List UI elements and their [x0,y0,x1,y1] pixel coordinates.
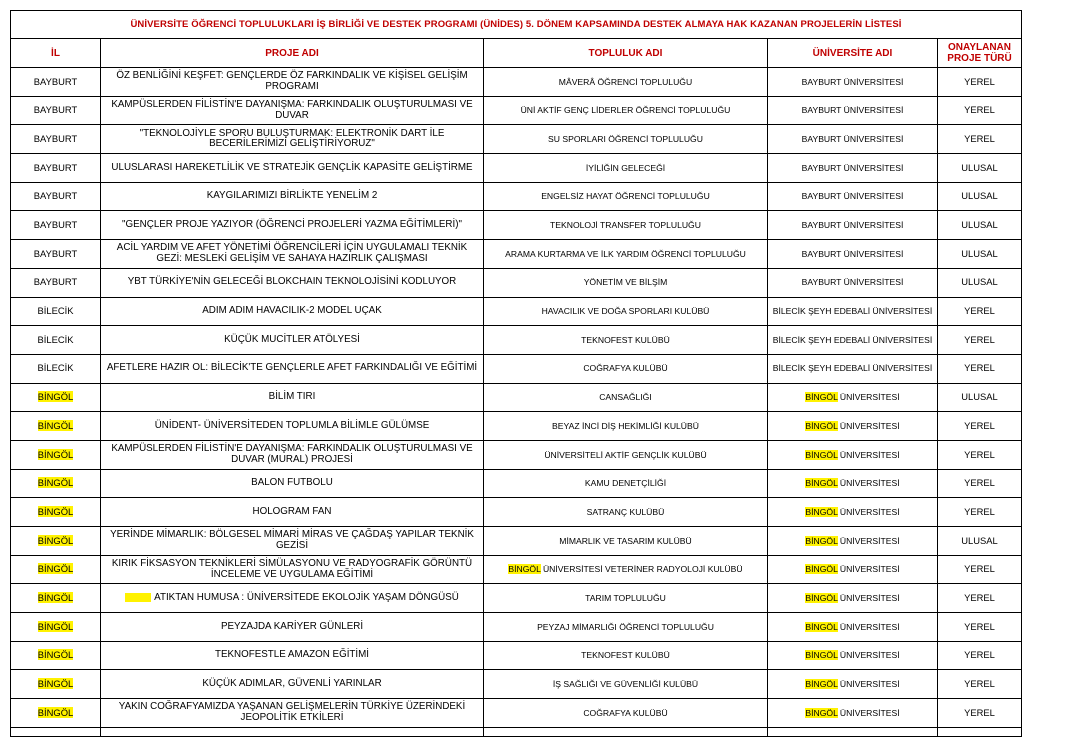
proje-text: KAYGILARIMIZI BİRLİKTE YENELİM 2 [206,190,378,202]
proje-text: AFETLERE HAZIR OL: BİLECİK'TE GENÇLERLE AFET FARKINDALIĞI VE EĞİTİMİ [106,362,478,374]
il-text: BİLECİK [37,305,74,317]
title-row [11,11,1022,39]
cell-proje-adi [101,641,484,670]
cell-il [11,96,101,125]
universite-prefix: BİNGÖL [805,564,838,575]
proje-text: KIRIK FİKSASYON TEKNİKLERİ SİMÜLASYONU VE RADYOGRAFİK GÖRÜNTÜ İNCELEME VE UYGULAMA EĞİTİMİ [111,558,473,580]
topluluk-text: ENGELSİZ HAYAT ÖĞRENCİ TOPLULUĞU [541,191,710,202]
sheet-title: ÜNİVERSİTE ÖĞRENCİ TOPLULUKLARI İŞ BİRLİĞİ VE DESTEK PROGRAMI (ÜNİDES) 5. DÖNEM KAPSAMINDA DESTEK ALMAYA HAK KAZANAN PROJELERİN LİSTESİ [11,11,1022,39]
table-row [11,584,1022,613]
universite-text: ÜNİVERSİTESİ [837,707,900,718]
topluluk-text: SATRANÇ KULÜBÜ [586,506,665,517]
cell-universite-adi [768,498,938,527]
table-row [11,440,1022,469]
proje-text: BALON FUTBOLU [251,477,333,489]
universite-text: ÜNİVERSİTESİ [837,478,900,489]
cell-il [11,670,101,699]
proje-text: KÜÇÜK MUCİTLER ATÖLYESİ [224,333,360,345]
cell-universite-adi [768,383,938,412]
topluluk-text: ÜNİVERSİTESİ VETERİNER RADYOLOJİ KULÜBÜ [540,564,743,575]
cell-il [11,613,101,642]
tur-text: YEREL [964,333,995,345]
tur-text: ULUSAL [961,247,998,259]
proje-text: TEKNOFESTLE AMAZON EĞİTİMİ [214,649,370,661]
universite-text: ÜNİVERSİTESİ [837,592,900,603]
cell-proje-adi [101,670,484,699]
projects-table [10,10,1022,737]
topluluk-text: COĞRAFYA KULÜBÜ [583,363,668,374]
cell-proje-adi [101,68,484,97]
il-text: BİNGÖL [37,419,74,431]
table-row-cutoff [11,727,1022,736]
cell-proje-turu [938,326,1022,355]
cell-proje-turu [938,584,1022,613]
cell-topluluk-adi [484,125,768,154]
cell-proje-adi [101,699,484,728]
header-row [11,39,1022,68]
table-row [11,240,1022,269]
cell-proje-turu [938,154,1022,183]
cell-proje-adi [101,527,484,556]
proje-text: HOLOGRAM FAN [252,505,332,517]
header-universite-adi: ÜNİVERSİTE ADI [768,39,938,68]
header-proje-turu: ONAYLANAN PROJE TÜRÜ [938,39,1022,68]
cell-proje-adi [101,412,484,441]
tur-text: YEREL [964,591,995,603]
universite-prefix: BİNGÖL [805,679,838,690]
cell-il [11,125,101,154]
highlight-mark [125,593,151,602]
table-row [11,383,1022,412]
cell-universite-adi [768,527,938,556]
cell-proje-turu [938,125,1022,154]
universite-text: BAYBURT ÜNİVERSİTESİ [801,191,904,202]
tur-text: YEREL [964,104,995,116]
cell-proje-adi [101,440,484,469]
tur-text: YEREL [964,649,995,661]
il-text: BAYBURT [33,104,78,116]
topluluk-text: HAVACILIK VE DOĞA SPORLARI KULÜBÜ [541,306,710,317]
table-row [11,297,1022,326]
cell-topluluk-adi [484,670,768,699]
universite-text: ÜNİVERSİTESİ [837,621,900,632]
tur-text: YEREL [964,362,995,374]
topluluk-text: ARAMA KURTARMA VE İLK YARDIM ÖĞRENCİ TOPLULUĞU [505,248,746,259]
cell-proje-adi [101,383,484,412]
cell-il [11,297,101,326]
universite-text: ÜNİVERSİTESİ [837,449,900,460]
cell-il [11,469,101,498]
proje-text: YERİNDE MİMARLIK: BÖLGESEL MİMARİ MİRAS VE ÇAĞDAŞ YAPILAR TEKNİK GEZİSİ [110,529,474,551]
cell-universite-adi [768,182,938,211]
header-topluluk-adi: TOPLULUK ADI [484,39,768,68]
proje-text: KÜÇÜK ADIMLAR, GÜVENLİ YARINLAR [202,678,382,690]
universite-prefix: BİNGÖL [805,392,838,403]
cell-proje-turu [938,268,1022,297]
proje-text: ÖZ BENLİĞİNİ KEŞFET: GENÇLERDE ÖZ FARKINDALIK VE KİŞİSEL GELİŞİM PROGRAMI [116,70,468,92]
cell-topluluk-adi [484,383,768,412]
universite-text: ÜNİVERSİTESİ [837,650,900,661]
il-text: BİNGÖL [37,563,74,575]
topluluk-text: MİMARLIK VE TASARIM KULÜBÜ [559,535,692,546]
cell-universite-adi [768,440,938,469]
cell-proje-adi [101,182,484,211]
universite-text: BAYBURT ÜNİVERSİTESİ [801,76,904,87]
cell-il [11,527,101,556]
cell-proje-turu [938,412,1022,441]
tur-text: YEREL [964,563,995,575]
cell-il [11,154,101,183]
cell-universite-adi [768,268,938,297]
cell-topluluk-adi [484,498,768,527]
cell-il [11,440,101,469]
table-row [11,469,1022,498]
il-text: BAYBURT [33,75,78,87]
proje-text: ACİL YARDIM VE AFET YÖNETİMİ ÖĞRENCİLERİ İÇİN UYGULAMALI TEKNİK GEZİ: MESLEKİ GELİŞİM VE SAHAYA HAZIRLIK ÇALIŞMASI [116,242,468,264]
cell-il [11,699,101,728]
cell-topluluk-adi [484,354,768,383]
cell-topluluk-adi [484,211,768,240]
cell-proje-turu [938,641,1022,670]
universite-text: BİLECİK ŞEYH EDEBALİ ÜNİVERSİTESİ [772,306,933,317]
cell-il [11,498,101,527]
il-text: BİNGÖL [37,391,74,403]
cell-proje-turu [938,297,1022,326]
table-row [11,412,1022,441]
universite-prefix: BİNGÖL [805,592,838,603]
header-proje-adi: PROJE ADI [101,39,484,68]
cell-proje-turu [938,699,1022,728]
topluluk-text: PEYZAJ MİMARLIĞI ÖĞRENCİ TOPLULUĞU [537,621,714,632]
cell-proje-adi [101,211,484,240]
cell-proje-turu [938,469,1022,498]
proje-text: "TEKNOLOJİYLE SPORU BULUŞTURMAK: ELEKTRONİK DART İLE BECERİLERİMİZİ GELİŞTİRİYORUZ" [139,127,445,150]
cutoff-cell [484,727,768,736]
cell-proje-adi [101,240,484,269]
tur-text: ULUSAL [961,161,998,173]
cutoff-cell [101,727,484,736]
table-row [11,699,1022,728]
topluluk-text: TEKNOFEST KULÜBÜ [581,334,670,345]
cutoff-cell [768,727,938,736]
cell-topluluk-adi [484,641,768,670]
universite-text: BİLECİK ŞEYH EDEBALİ ÜNİVERSİTESİ [772,363,933,374]
topluluk-prefix: BİNGÖL [508,564,541,575]
cutoff-cell [11,727,101,736]
il-text: BİNGÖL [37,649,74,661]
cell-topluluk-adi [484,555,768,584]
universite-text: ÜNİVERSİTESİ [837,392,900,403]
projects-sheet [10,10,1021,737]
universite-text: BAYBURT ÜNİVERSİTESİ [801,133,904,144]
tur-text: YEREL [964,305,995,317]
cell-topluluk-adi [484,68,768,97]
tur-text: YEREL [964,75,995,87]
proje-text: PEYZAJDA KARİYER GÜNLERİ [220,620,364,632]
il-text: BAYBURT [33,276,78,288]
cell-proje-adi [101,584,484,613]
cell-proje-adi [101,469,484,498]
table-row [11,670,1022,699]
table-row [11,555,1022,584]
cell-topluluk-adi [484,613,768,642]
cell-universite-adi [768,670,938,699]
topluluk-text: KAMU DENETÇİLİĞİ [584,478,667,489]
il-text: BİNGÖL [37,505,74,517]
table-row [11,498,1022,527]
cell-il [11,555,101,584]
cell-universite-adi [768,469,938,498]
il-text: BAYBURT [33,190,78,202]
cell-universite-adi [768,96,938,125]
table-row [11,641,1022,670]
universite-text: ÜNİVERSİTESİ [837,679,900,690]
topluluk-text: İYİLİĞİN GELECEĞİ [585,162,666,173]
cell-topluluk-adi [484,412,768,441]
cell-il [11,584,101,613]
universite-text: ÜNİVERSİTESİ [837,564,900,575]
tur-text: YEREL [964,448,995,460]
cell-proje-turu [938,182,1022,211]
proje-text: YAKIN COĞRAFYAMIZDA YAŞANAN GELİŞMELERİN TÜRKİYE ÜZERİNDEKİ JEOPOLİTİK ETKİLERİ [118,701,466,723]
cell-il [11,268,101,297]
universite-prefix: BİNGÖL [805,535,838,546]
cell-universite-adi [768,68,938,97]
topluluk-text: TARIM TOPLULUĞU [585,592,666,603]
cell-topluluk-adi [484,699,768,728]
proje-text: ADIM ADIM HAVACILIK-2 MODEL UÇAK [202,305,382,317]
header-il: İL [11,39,101,68]
cell-topluluk-adi [484,584,768,613]
topluluk-text: ÜNİ AKTİF GENÇ LİDERLER ÖĞRENCİ TOPLULUĞU [520,105,731,116]
tur-text: ULUSAL [961,219,998,231]
tur-text: YEREL [964,620,995,632]
cell-proje-adi [101,326,484,355]
tur-text: YEREL [964,505,995,517]
universite-text: BAYBURT ÜNİVERSİTESİ [801,277,904,288]
table-row [11,154,1022,183]
cutoff-cell [938,727,1022,736]
proje-text: ATIKTAN HUMUSA : ÜNİVERSİTEDE EKOLOJİK YAŞAM DÖNGÜSÜ [154,592,459,604]
il-text: BAYBURT [33,161,78,173]
universite-prefix: BİNGÖL [805,621,838,632]
cell-universite-adi [768,211,938,240]
cell-proje-adi [101,498,484,527]
cell-topluluk-adi [484,154,768,183]
topluluk-text: COĞRAFYA KULÜBÜ [583,707,668,718]
cell-proje-turu [938,555,1022,584]
il-text: BİLECİK [37,362,74,374]
topluluk-text: YÖNETİM VE BİLŞİM [583,277,668,288]
universite-prefix: BİNGÖL [805,478,838,489]
table-row [11,613,1022,642]
cell-proje-adi [101,268,484,297]
universite-text: ÜNİVERSİTESİ [837,535,900,546]
topluluk-text: MÂVERÂ ÖĞRENCİ TOPLULUĞU [558,76,693,87]
tur-text: ULUSAL [961,534,998,546]
cell-universite-adi [768,297,938,326]
cell-proje-turu [938,498,1022,527]
cell-proje-turu [938,383,1022,412]
cell-il [11,412,101,441]
cell-proje-adi [101,154,484,183]
universite-text: ÜNİVERSİTESİ [837,420,900,431]
cell-universite-adi [768,584,938,613]
universite-text: BAYBURT ÜNİVERSİTESİ [801,248,904,259]
cell-proje-turu [938,527,1022,556]
il-text: BİLECİK [37,333,74,345]
il-text: BAYBURT [33,219,78,231]
universite-prefix: BİNGÖL [805,449,838,460]
cell-topluluk-adi [484,240,768,269]
cell-il [11,383,101,412]
universite-text: BİLECİK ŞEYH EDEBALİ ÜNİVERSİTESİ [772,334,933,345]
universite-text: ÜNİVERSİTESİ [837,506,900,517]
cell-universite-adi [768,699,938,728]
topluluk-text: BEYAZ İNCİ DİŞ HEKİMLİĞİ KULÜBÜ [552,420,699,431]
table-row [11,211,1022,240]
universite-text: BAYBURT ÜNİVERSİTESİ [801,162,904,173]
table-row [11,326,1022,355]
cell-topluluk-adi [484,326,768,355]
cell-proje-adi [101,555,484,584]
table-row [11,182,1022,211]
cell-proje-adi [101,613,484,642]
il-text: BİNGÖL [37,477,74,489]
cell-proje-turu [938,211,1022,240]
cell-proje-turu [938,240,1022,269]
proje-text: KAMPÜSLERDEN FİLİSTİN'E DAYANIŞMA: FARKINDALIK OLUŞTURULMASI VE DUVAR [111,99,473,121]
topluluk-text: CANSAĞLIĞI [599,392,652,403]
tur-text: YEREL [964,132,995,144]
topluluk-text: TEKNOLOJİ TRANSFER TOPLULUĞU [550,220,701,231]
cell-topluluk-adi [484,527,768,556]
cell-proje-turu [938,670,1022,699]
table-row [11,268,1022,297]
universite-text: BAYBURT ÜNİVERSİTESİ [801,220,904,231]
il-text: BİNGÖL [37,706,74,718]
tur-text: ULUSAL [961,190,998,202]
cell-universite-adi [768,613,938,642]
cell-universite-adi [768,641,938,670]
proje-text: "GENÇLER PROJE YAZIYOR (ÖĞRENCİ PROJELERİ YAZMA EĞİTİMLERİ)" [122,219,462,231]
cell-topluluk-adi [484,96,768,125]
cell-proje-adi [101,125,484,154]
cell-il [11,211,101,240]
cell-proje-adi [101,297,484,326]
il-text: BİNGÖL [37,534,74,546]
cell-universite-adi [768,555,938,584]
cell-proje-turu [938,440,1022,469]
il-text: BAYBURT [33,132,78,144]
il-text: BİNGÖL [37,448,74,460]
table-row [11,68,1022,97]
cell-topluluk-adi [484,182,768,211]
cell-il [11,68,101,97]
cell-proje-adi [101,96,484,125]
cell-universite-adi [768,154,938,183]
table-row [11,354,1022,383]
proje-text: YBT TÜRKİYE'NİN GELECEĞİ BLOKCHAIN TEKNOLOJİSİNİ KODLUYOR [127,276,457,288]
cell-universite-adi [768,240,938,269]
cell-il [11,641,101,670]
topluluk-text: İŞ SAĞLIĞI VE GÜVENLİĞİ KULÜBÜ [552,679,699,690]
tur-text: YEREL [964,706,995,718]
cell-proje-turu [938,68,1022,97]
topluluk-text: ÜNİVERSİTELİ AKTİF GENÇLİK KULÜBÜ [544,449,707,460]
cell-universite-adi [768,125,938,154]
cell-il [11,182,101,211]
il-text: BİNGÖL [37,678,74,690]
topluluk-text: SU SPORLARI ÖĞRENCİ TOPLULUĞU [548,133,703,144]
universite-prefix: BİNGÖL [805,650,838,661]
cell-il [11,354,101,383]
table-row [11,125,1022,154]
tur-text: YEREL [964,477,995,489]
tur-text: ULUSAL [961,276,998,288]
cell-topluluk-adi [484,440,768,469]
table-row [11,527,1022,556]
cell-topluluk-adi [484,297,768,326]
universite-prefix: BİNGÖL [805,506,838,517]
universite-text: BAYBURT ÜNİVERSİTESİ [801,105,904,116]
cell-universite-adi [768,354,938,383]
cell-topluluk-adi [484,268,768,297]
cell-universite-adi [768,326,938,355]
universite-prefix: BİNGÖL [805,707,838,718]
proje-text: ULUSLARASI HAREKETLİLİK VE STRATEJİK GENÇLİK KAPASİTE GELİŞTİRME [111,161,473,173]
tur-text: YEREL [964,678,995,690]
proje-text: KAMPÜSLERDEN FİLİSTİN'E DAYANIŞMA: FARKINDALIK OLUŞTURULMASI VE DUVAR (MURAL) PROJESİ [111,443,473,465]
cell-universite-adi [768,412,938,441]
universite-prefix: BİNGÖL [805,420,838,431]
cell-proje-turu [938,613,1022,642]
il-text: BAYBURT [33,247,78,259]
tur-text: ULUSAL [961,391,998,403]
cell-proje-turu [938,96,1022,125]
tur-text: YEREL [964,419,995,431]
cell-il [11,240,101,269]
proje-text: ÜNİDENT- ÜNİVERSİTEDEN TOPLUMLA BİLİMLE GÜLÜMSE [154,419,430,431]
il-text: BİNGÖL [37,620,74,632]
cell-il [11,326,101,355]
topluluk-text: TEKNOFEST KULÜBÜ [581,650,670,661]
il-text: BİNGÖL [37,591,74,603]
cell-proje-turu [938,354,1022,383]
cell-proje-adi [101,354,484,383]
proje-text: BİLİM TIRI [268,391,316,403]
table-row [11,96,1022,125]
cell-topluluk-adi [484,469,768,498]
